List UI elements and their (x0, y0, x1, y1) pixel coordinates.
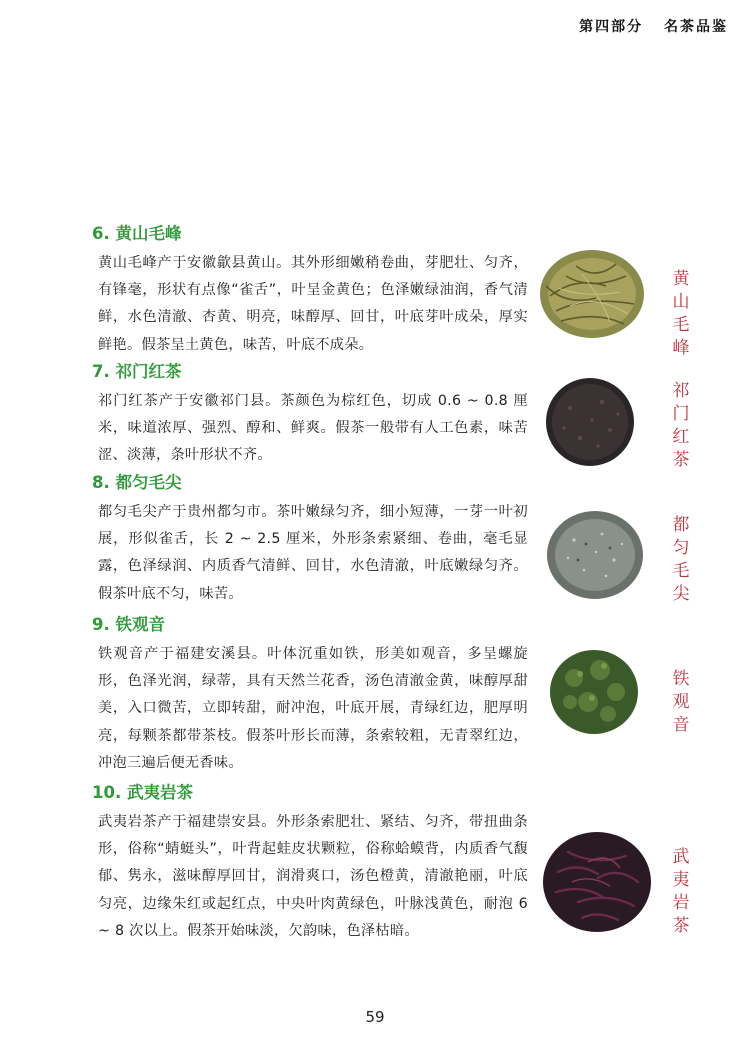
tea-section-qimen-black-tea (92, 360, 528, 470)
section-body: 都匀毛尖产于贵州都匀市。茶叶嫩绿匀齐，细小短薄，一芽一叶初展，形似雀舌，长 2 ~ 2.5 厘米，外形条索紧细、卷曲，毫毛显露，色泽绿润、内质香气清鲜、回甘，水色清澈，叶底嫩绿匀齐。假茶叶底不匀，味苦。 (98, 504, 528, 602)
section-body: 黄山毛峰产于安徽歙县黄山。其外形细嫩稍卷曲，芽肥壮、匀齐，有锋毫，形状有点像“雀舌”，叶呈金黄色；色泽嫩绿油润，香气清鲜，水色清澈、杏黄、明亮，味醇厚、回甘，叶底芽叶成朵，厚实鲜艳。假茶呈土黄色，味苦，叶底不成朵。 (98, 255, 528, 353)
tieguanyin-tea-image (544, 640, 644, 740)
label-text: 祁门红茶 (672, 381, 690, 470)
qimen-black-tea-image (540, 372, 640, 472)
tea-label-duyun (671, 514, 691, 606)
huangshan-maofeng-tea-image (536, 236, 648, 346)
tea-label-huangshan (671, 268, 691, 360)
section-title: 10. 武夷岩茶 (92, 783, 193, 802)
tea-label-wuyi (671, 846, 691, 938)
wuyi-rock-tea-image (538, 822, 656, 940)
label-text: 都匀毛尖 (672, 515, 690, 604)
running-header (565, 16, 728, 36)
tea-label-qimen (671, 380, 691, 472)
header-chapter: 名茶品鉴 (664, 19, 728, 35)
header-part: 第四部分 (579, 19, 644, 35)
label-text: 黄山毛峰 (672, 269, 690, 358)
page-number: 59 (365, 1008, 385, 1026)
tea-section-huangshan-maofeng (92, 222, 528, 359)
label-text: 武夷岩茶 (672, 847, 690, 936)
tea-section-wuyi-rock-tea (92, 781, 528, 945)
section-body: 武夷岩茶产于福建崇安县。外形条索肥壮、紧结、匀齐，带扭曲条形，俗称“蜻蜓头”，叶背起蛙皮状颗粒，俗称蛤蟆背，内质香气馥郁、隽永，滋味醇厚回甘，润滑爽口，汤色橙黄，清澈艳丽，叶底匀亮，边缘朱红或起红点，中央叶肉黄绿色，叶脉浅黄色，耐泡 6 ~ 8 次以上。假茶开始味淡，欠韵味，色泽枯暗。 (98, 814, 528, 939)
tea-section-tieguanyin (92, 613, 528, 777)
section-title: 8. 都匀毛尖 (92, 473, 182, 492)
section-title: 9. 铁观音 (92, 615, 165, 634)
tea-label-tieguanyin (671, 668, 691, 737)
label-text: 铁观音 (672, 669, 690, 735)
section-title: 6. 黄山毛峰 (92, 224, 182, 243)
duyun-maojian-tea-image (540, 500, 650, 610)
section-body: 祁门红茶产于安徽祁门县。茶颜色为棕红色，切成 0.6 ~ 0.8 厘米，味道浓厚、强烈、醇和、鲜爽。假茶一般带有人工色素，味苦涩、淡薄，条叶形状不齐。 (98, 393, 528, 464)
section-body: 铁观音产于福建安溪县。叶体沉重如铁，形美如观音，多呈螺旋形，色泽光润，绿蒂，具有天然兰花香，汤色清澈金黄，味醇厚甜美，入口微苦，立即转甜，耐冲泡，叶底开展，青绿红边，肥厚明亮，每颗茶都带茶枝。假茶叶形长而薄，条索较粗，无青翠红边，冲泡三遍后便无香味。 (98, 646, 528, 771)
tea-section-duyun-maojian (92, 471, 528, 608)
section-title: 7. 祁门红茶 (92, 362, 182, 381)
